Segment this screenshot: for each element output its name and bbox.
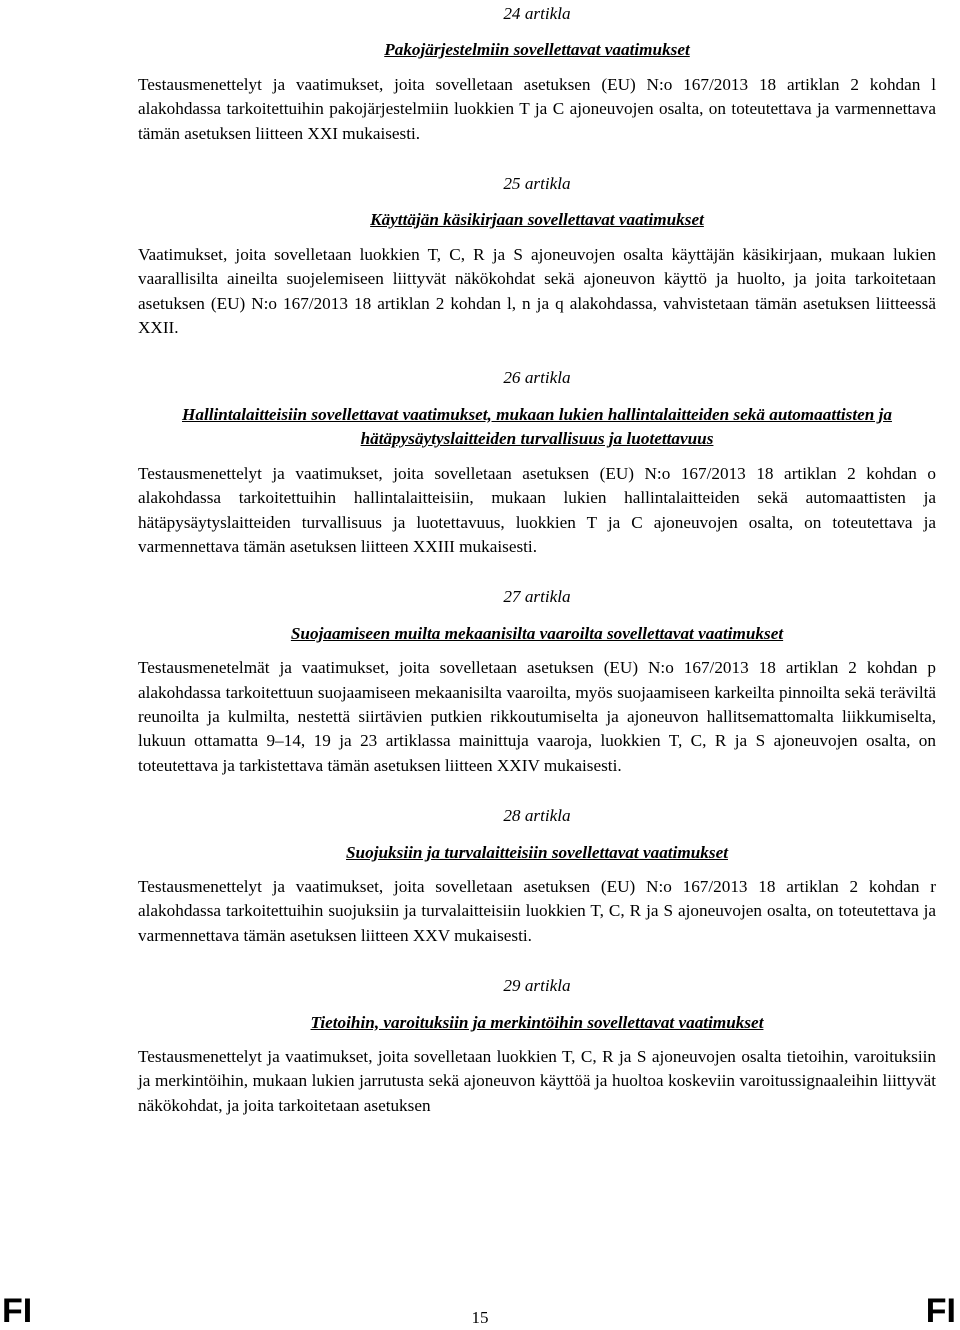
article-28-body: Testausmenettelyt ja vaatimukset, joita sovelletaan asetuksen (EU) N:o 167/2013 18 artiklan 2 kohdan r alakohdassa tarkoitettuihin suojuksiin ja turvalaitteisiin luokkien T, C, R ja S ajoneuvojen osalta, on toteutettava ja varmennettava tämän asetuksen liitteen XXV mukaisesti. bbox=[138, 876, 936, 945]
article-27-title: Suojaamiseen muilta mekaanisilta vaaroilta sovellettavat vaatimukset bbox=[290, 623, 784, 643]
language-code-right: FI bbox=[925, 1292, 956, 1330]
article-25-body: Vaatimukset, joita sovelletaan luokkien T, C, R ja S ajoneuvojen osalta käyttäjän käsikirjaan, mukaan lukien vaarallisilta aineilta suojelemiseen liittyvät näkökohdat sekä ajoneuvon käyttö ja huolto, ja joita tarkoitetaan asetuksen (EU) N:o 167/2013 18 artiklan 2 kohdan l, n ja q alakohdassa, vahvistetaan tämän asetuksen liitteessä XXII. bbox=[138, 244, 936, 338]
article-24-number: 24 artikla bbox=[503, 4, 571, 23]
document-content bbox=[138, 0, 936, 1118]
article-27-number: 27 artikla bbox=[503, 587, 571, 607]
article-29-number: 29 artikla bbox=[503, 976, 571, 996]
article-25-number: 25 artikla bbox=[503, 174, 571, 194]
article-26-number: 26 artikla bbox=[503, 368, 571, 388]
article-27-body: Testausmenetelmät ja vaatimukset, joita sovelletaan asetuksen (EU) N:o 167/2013 18 artiklan 2 kohdan p alakohdassa tarkoitettuun suojaamiseen mekaanisilta vaaroilta, myös suojaamiseen karkeilta pinnoilta sekä teräviltä reunoilta ja kulmilta, nestettä siirtävien putkien rikkoutumiselta ja ajoneuvon hallitsemattomalta liikkumiselta, lukuun ottamatta 9–14, 19 ja 23 artiklassa mainittuja vaaroja, luokkien T, C, R ja S ajoneuvojen osalta, on toteutettava ja tarkistettava tämän asetuksen liitteen XXIV mukaisesti. bbox=[138, 658, 936, 775]
article-28-title: Suojuksiin ja turvalaitteisiin sovellettavat vaatimukset bbox=[346, 842, 728, 862]
page-footer bbox=[0, 1290, 960, 1330]
article-28-number: 28 artikla bbox=[503, 806, 571, 826]
article-26-title: Hallintalaitteisiin sovellettavat vaatimukset, mukaan lukien hallintalaitteiden sekä automaattisten ja hätäpysäytyslaitteiden turvallisuus ja luotettavuus bbox=[182, 404, 892, 449]
language-code-left: FI bbox=[2, 1292, 33, 1330]
page-number: 15 bbox=[471, 1308, 489, 1327]
article-29-title: Tietoihin, varoituksiin ja merkintöihin sovellettavat vaatimukset bbox=[310, 1012, 764, 1032]
article-24-body: Testausmenettelyt ja vaatimukset, joita sovelletaan asetuksen (EU) N:o 167/2013 18 artiklan 2 kohdan l alakohdassa tarkoitettuihin pakojärjestelmiin luokkien T ja C ajoneuvojen osalta, on toteutettava ja varmennettava tämän asetuksen liitteen XXI mukaisesti. bbox=[138, 74, 936, 143]
article-29-body: Testausmenettelyt ja vaatimukset, joita sovelletaan luokkien T, C, R ja S ajoneuvojen osalta tietoihin, varoituksiin ja merkintöihin, mukaan lukien jarrutusta sekä ajoneuvon käyttöä ja huoltoa koskeviin varoitussignaaleihin liittyvät näkökohdat, ja joita tarkoitetaan asetuksen bbox=[138, 1047, 936, 1115]
article-25-title: Käyttäjän käsikirjaan sovellettavat vaatimukset bbox=[370, 210, 704, 230]
article-26-body: Testausmenettelyt ja vaatimukset, joita sovelletaan asetuksen (EU) N:o 167/2013 18 artiklan 2 kohdan o alakohdassa tarkoitettuihin hallintalaitteisiin, mukaan lukien hallintalaitteiden sekä automaattisten ja hätäpysäytyslaitteiden turvallisuus ja luotettavuus, luokkien T ja C ajoneuvojen osalta, on toteutettava ja varmennettava tämän asetuksen liitteen XXIII mukaisesti. bbox=[138, 463, 936, 556]
article-24-title: Pakojärjestelmiin sovellettavat vaatimukset bbox=[384, 40, 690, 60]
